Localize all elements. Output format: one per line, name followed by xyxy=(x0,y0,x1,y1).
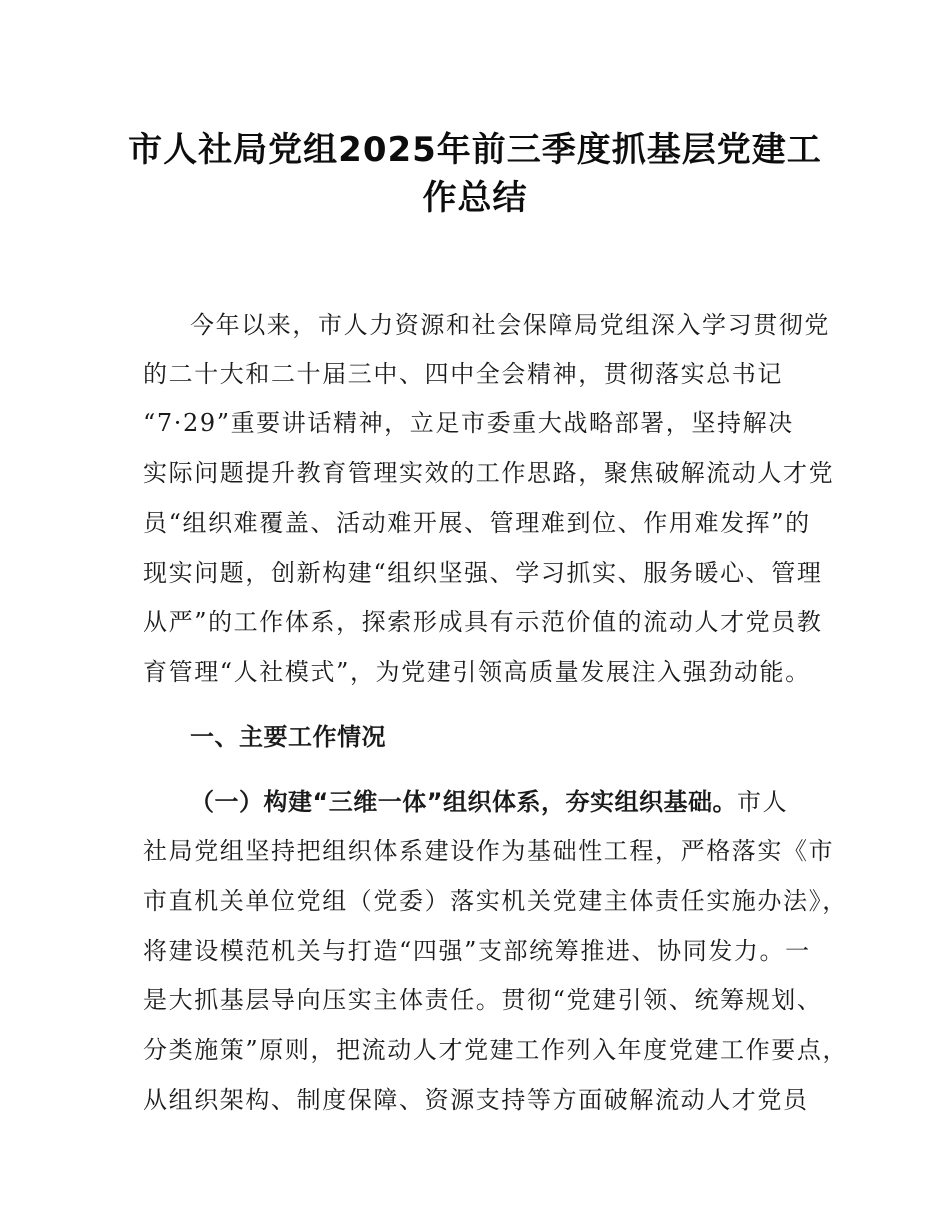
intro-line: 的二十大和二十届三中、四中全会精神，贯彻落实总书记 xyxy=(143,360,783,388)
subsection-line: 市直机关单位党组（党委）落实机关党建主体责任实施办法》， xyxy=(143,887,848,915)
intro-line: 今年以来，市人力资源和社会保障局党组深入学习贯彻党 xyxy=(190,311,830,339)
intro-line: 现实问题，创新构建“组织坚强、学习抓实、服务暖心、管理 xyxy=(143,559,823,587)
intro-line: 育管理“人社模式”，为党建引领高质量发展注入强劲动能。 xyxy=(143,658,811,686)
document-title-line-1: 市人社局党组2025年前三季度抓基层党建工 xyxy=(128,130,822,170)
document-title-line-2: 作总结 xyxy=(422,178,528,218)
intro-line: 从严”的工作体系，探索形成具有示范价值的流动人才党员教 xyxy=(143,608,823,636)
subsection-line: 从组织架构、制度保障、资源支持等方面破解流动人才党员 xyxy=(143,1086,809,1114)
subsection-first-line-text: 市人 xyxy=(737,788,789,816)
subsection-line: 是大抓基层导向压实主体责任。贯彻“党建引领、统筹规划、 xyxy=(143,986,823,1014)
subsection-line: 将建设模范机关与打造“四强”支部统筹推进、协同发力。一 xyxy=(143,937,811,965)
subsection-line: 分类施策”原则，把流动人才党建工作列入年度党建工作要点， xyxy=(143,1036,849,1064)
subsection-first-line xyxy=(190,787,788,817)
section-heading: 一、主要工作情况 xyxy=(190,723,386,751)
subsection-line: 社局党组坚持把组织体系建设作为基础性工程，严格落实《市 xyxy=(143,837,835,865)
subsection-heading: （一）构建“三维一体”组织体系，夯实组织基础。 xyxy=(190,788,738,816)
intro-line: 实际问题提升教育管理实效的工作思路，聚焦破解流动人才党 xyxy=(143,459,835,487)
intro-line: 员“组织难覆盖、活动难开展、管理难到位、作用难发挥”的 xyxy=(143,509,811,537)
intro-line: “7·29”重要讲话精神，立足市委重大战略部署，坚持解决 xyxy=(143,409,794,437)
